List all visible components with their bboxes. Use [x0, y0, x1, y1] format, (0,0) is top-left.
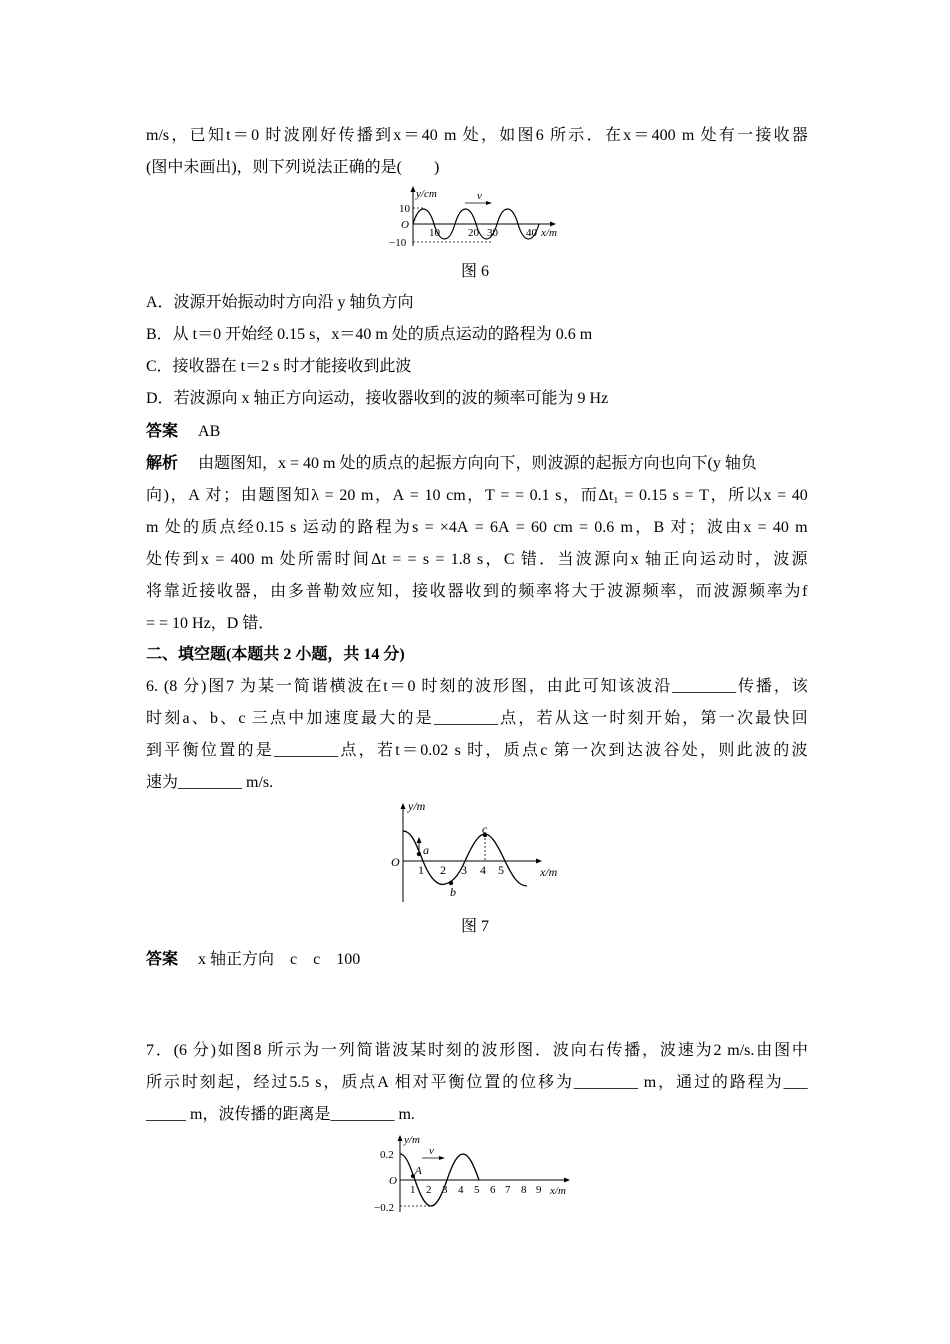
q7-line-2: 所 示 时 刻 起 ， 经 过 5.5 s ， 质 点 A 相 对 平 衡 位 置 的 位 移 为 ________ m ， 通 过 的 路 程 为 ___	[146, 1074, 808, 1091]
q7-line-3: _____ m，波传播的距离是________ m.	[146, 1106, 415, 1123]
fig8-x-arrow	[564, 1178, 570, 1183]
q5-analysis-line-5: 将 靠 近 接 收 器 ， 由 多 普 勒 效 应 知 ， 接 收 器 收 到 的 频 率 将 大 于 波 源 频 率 ， 而 波 源 频 率 为 f	[146, 583, 808, 600]
fig7-label-a: a	[423, 843, 429, 857]
fig7-wave	[403, 831, 527, 886]
fig7-x-arrow	[536, 859, 542, 864]
fig6-x-40: 40	[526, 227, 537, 239]
q5-stem-line-2: (图中未画出)，则下列说法正确的是( )	[146, 159, 440, 176]
fig8-x-7: 7	[505, 1184, 511, 1196]
q5-answer	[146, 422, 808, 442]
q6-line-3: 到 平 衡 位 置 的 是 ________ 点 ， 若 t ＝ 0.02 s 时 ， 质 点 c 第 一 次 到 达 波 谷 处 ， 则 此 波 的 波	[146, 742, 808, 759]
fig8-label-A: A	[415, 1165, 422, 1177]
fig7-x-4: 4	[480, 863, 486, 877]
fig6-x-10: 10	[429, 227, 440, 239]
fig6-x-30: 30	[487, 227, 498, 239]
fig7-a-arrow-head	[417, 837, 422, 843]
figure-7-caption: 图 7	[460, 918, 489, 935]
fig8-x-5: 5	[474, 1184, 480, 1196]
q5-analysis-line-3: m 处 的 质 点 经 0.15 s 运 动 的 路 程 为 s = ×4A = 6A = 60 cm = 0.6 m ， B 对 ； 波 由 x = 40 m	[146, 519, 808, 536]
q5-answer-value: AB	[198, 423, 221, 440]
fig7-x-1: 1	[418, 863, 424, 877]
fig6-tick-neg10: −10	[389, 237, 407, 249]
q5-answer-label: 答案	[146, 423, 179, 440]
q5-option-d: D．若波源向 x 轴正方向运动，接收器收到的波的频率可能为 9 Hz	[146, 390, 609, 407]
fig7-label-c: c	[482, 822, 488, 836]
figure-6	[385, 186, 565, 250]
fig8-y-arrow	[398, 1135, 403, 1141]
fig8-tick-02: 0.2	[380, 1149, 394, 1161]
q5-option-c: C．接收器在 t＝2 s 时才能接收到此波	[146, 358, 412, 375]
fig6-y-arrow	[411, 186, 416, 192]
q5-analysis-line-1	[146, 454, 808, 474]
q6-line-4: 速为________ m/s.	[146, 774, 274, 791]
fig7-x-2: 2	[440, 863, 446, 877]
fig8-x-label: x/m	[550, 1185, 566, 1197]
q5-analysis-text-1: 由题图知，x = 40 m 处的质点的起振方向向下，则波源的起振方向也向下(y 轴负	[198, 455, 757, 472]
fig8-x-3: 3	[442, 1184, 448, 1196]
fig6-x-arrow	[550, 222, 556, 227]
fig7-y-arrow	[401, 803, 406, 809]
q6-answer-value: x 轴正方向 c c 100	[198, 951, 361, 968]
fig6-tick-10: 10	[399, 203, 410, 215]
fig6-origin: O	[401, 219, 409, 231]
q5-analysis-line-6: = = 10 Hz，D 错．	[146, 615, 275, 632]
fig8-v-arrow-head	[439, 1156, 445, 1160]
fig8-origin: O	[389, 1175, 397, 1187]
fig7-y-label: y/m	[408, 799, 426, 813]
fig8-v-label: v	[429, 1145, 434, 1157]
q6-answer-label: 答案	[146, 951, 179, 968]
fig8-x-1: 1	[410, 1184, 416, 1196]
q5-option-b: B．从 t＝0 开始经 0.15 s，x＝40 m 处的质点运动的路程为 0.6 m	[146, 326, 593, 343]
fig6-v-arrow-head	[486, 201, 492, 205]
q5-stem-line-1: m/s ， 已 知 t ＝ 0 时 波 刚 好 传 播 到 x ＝ 40 m 处 ， 如 图 6 所 示 ． 在 x ＝ 400 m 处 有 一 接 收 器	[146, 127, 808, 144]
q5-analysis-line-2: 向 ) ， A 对 ； 由 题 图 知 λ = 20 m ， A = 10 cm ， T = = 0.1 s ， 而 Δt₁ = 0.15 s = T ， 所 以 x = 40	[146, 487, 808, 504]
q6-line-1: 6. (8 分 ) 图 7 为 某 一 简 谐 横 波 在 t ＝ 0 时 刻 的 波 形 图 ， 由 此 可 知 该 波 沿 ________ 传 播 ， 该	[146, 678, 808, 695]
fig6-y-label: y/cm	[416, 188, 437, 200]
figure-7	[385, 798, 575, 904]
fig7-x-label: x/m	[540, 865, 558, 879]
fig8-x-6: 6	[490, 1184, 496, 1196]
fig8-tick-neg02: −0.2	[374, 1202, 394, 1214]
fig8-x-8: 8	[521, 1184, 527, 1196]
q5-analysis-label: 解析	[146, 455, 179, 472]
fig8-x-4: 4	[458, 1184, 464, 1196]
fig7-x-3: 3	[461, 863, 467, 877]
fig8-x-2: 2	[426, 1184, 432, 1196]
q6-line-2: 时 刻 a 、 b 、 c 三 点 中 加 速 度 最 大 的 是 ________ 点 ， 若 从 这 一 时 刻 开 始 ， 第 一 次 最 快 回	[146, 710, 808, 727]
fig8-y-label: y/m	[404, 1134, 420, 1146]
fig8-x-9: 9	[536, 1184, 542, 1196]
q7-line-1: 7 ． (6 分 ) 如 图 8 所 示 为 一 列 简 谐 波 某 时 刻 的 波 形 图 ． 波 向 右 传 播 ， 波 速 为 2 m/s. 由 图 中	[146, 1042, 808, 1059]
q5-analysis-line-4: 处 传 到 x = 400 m 处 所 需 时 间 Δt = = s = 1.8 s ， C 错 ． 当 波 源 向 x 轴 正 向 运 动 时 ， 波 源	[146, 551, 808, 568]
fig6-v-label: v	[477, 190, 482, 202]
fig7-point-a	[417, 852, 421, 856]
fig7-x-5: 5	[498, 863, 504, 877]
figure-8	[370, 1132, 585, 1214]
figure-6-caption: 图 6	[460, 263, 489, 280]
fig7-origin: O	[391, 855, 400, 869]
fig7-label-b: b	[450, 885, 456, 899]
fig6-x-20: 20	[468, 227, 479, 239]
q5-option-a: A．波源开始振动时方向沿 y 轴负方向	[146, 294, 414, 311]
fig6-x-label: x/m	[541, 227, 557, 239]
section-2-heading: 二、填空题(本题共 2 小题，共 14 分)	[146, 646, 405, 663]
q6-answer	[146, 950, 808, 970]
